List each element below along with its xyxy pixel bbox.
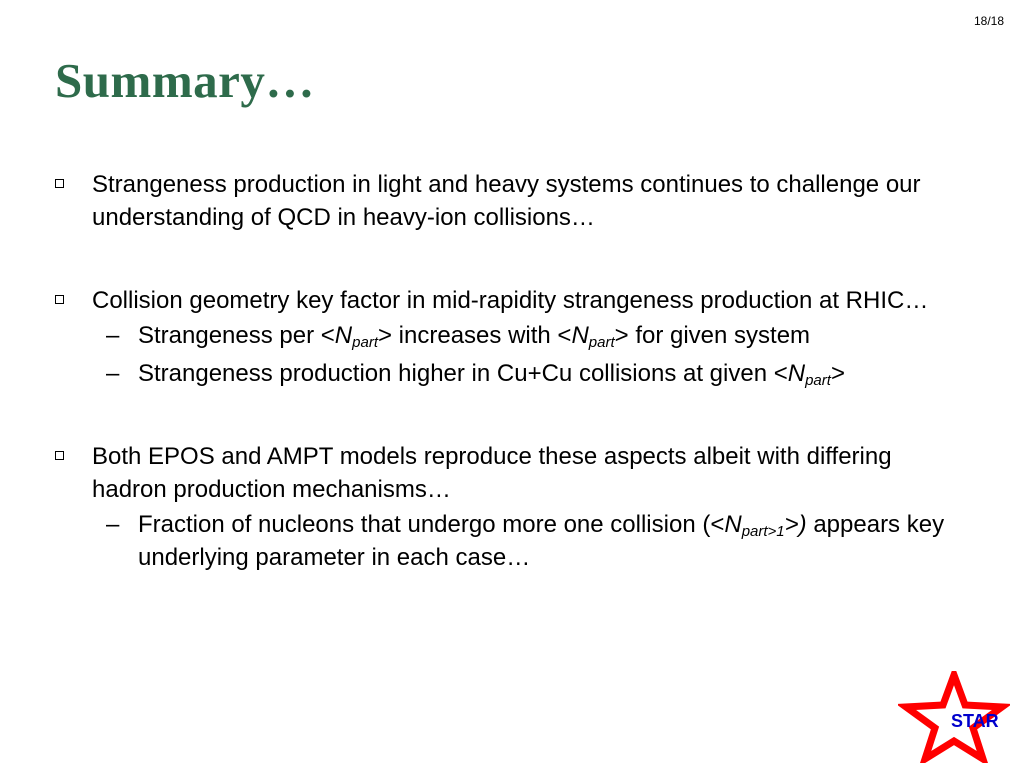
dash-bullet-icon: – (106, 360, 120, 387)
square-bullet-icon (55, 179, 64, 188)
text-fragment: appears key underlying parameter in each case… (138, 511, 945, 571)
sub-bullet-text (138, 511, 944, 571)
bullet-text: Strangeness production in light and heavy systems continues to challenge our understanding of QCD in heavy-ion collisions… (92, 171, 921, 231)
text-fragment: Strangeness per < (138, 322, 335, 349)
text-fragment: >) (784, 511, 807, 538)
n-symbol: N (334, 322, 353, 349)
subscript: part>1 (741, 523, 785, 540)
bullet-text: Both EPOS and AMPT models reproduce these aspects albeit with differing hadron production mechanisms… (92, 443, 892, 503)
sub-bullet-item (92, 319, 955, 352)
bullet-item (55, 168, 955, 234)
text-fragment: > increases with < (378, 322, 572, 349)
square-bullet-icon (55, 295, 64, 304)
sub-bullet-text (138, 360, 845, 387)
text-fragment: > for given system (614, 322, 811, 349)
slide-title: Summary… (55, 53, 315, 108)
sub-bullet-item (92, 357, 955, 390)
page-number: 18/18 (973, 14, 1004, 28)
text-fragment: > (830, 360, 845, 387)
n-symbol: N (787, 360, 806, 387)
subscript: part (588, 334, 615, 351)
dash-bullet-icon: – (106, 511, 120, 538)
bullet-item (55, 284, 955, 390)
text-fragment: Fraction of nucleons that undergo more one collision (< (138, 511, 725, 538)
subscript: part (805, 372, 831, 389)
bullet-list (55, 168, 955, 574)
n-symbol: N (724, 511, 742, 538)
square-bullet-icon (55, 451, 64, 460)
text-fragment: Strangeness production higher in Cu+Cu collisions at given < (138, 360, 788, 387)
bullet-item (55, 440, 955, 574)
bullet-text: Collision geometry key factor in mid-rapidity strangeness production at RHIC… (92, 287, 929, 314)
sub-bullet-item (92, 508, 955, 574)
n-symbol: N (571, 322, 589, 349)
dash-bullet-icon: – (106, 322, 120, 349)
subscript: part (352, 334, 378, 351)
sub-bullet-text (138, 322, 810, 349)
star-logo-text: STAR (951, 711, 999, 731)
